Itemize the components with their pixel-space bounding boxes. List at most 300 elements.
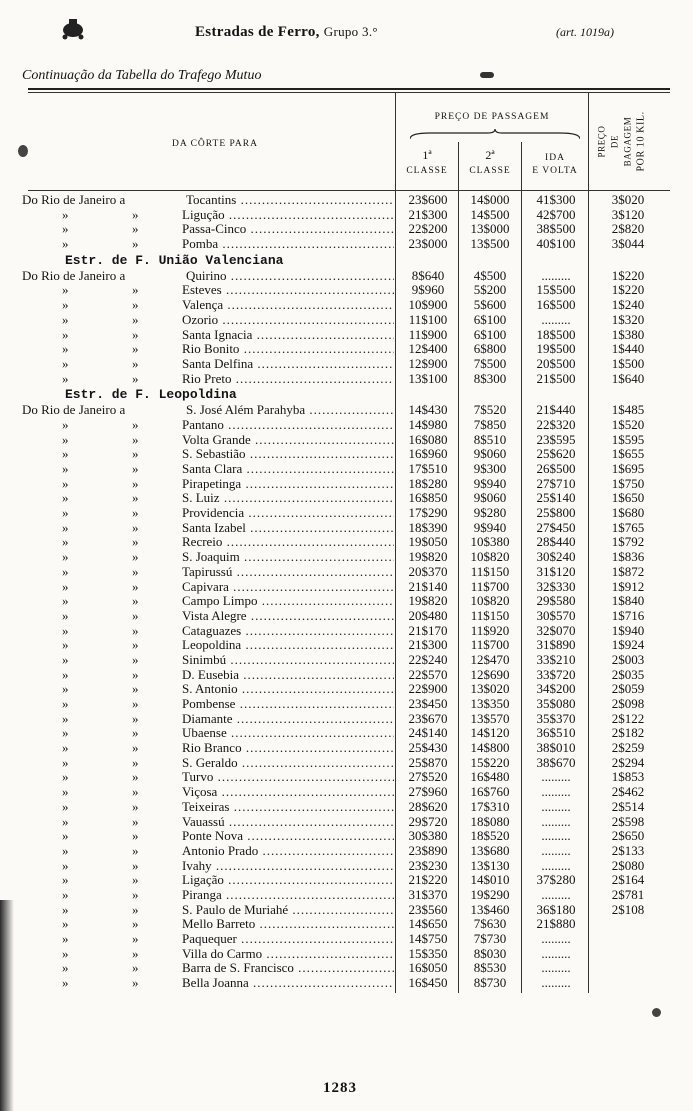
return-fare: 26$500 bbox=[536, 461, 576, 476]
destination-station: Diamante ..... bbox=[182, 712, 394, 727]
first-class-fare: 21$170 bbox=[408, 622, 448, 638]
table-row bbox=[0, 283, 693, 298]
ditto-mark: » bbox=[132, 842, 139, 858]
second-class-fare: 5$600 bbox=[473, 297, 507, 313]
ditto-mark: » bbox=[62, 828, 69, 844]
destination-station: S. Luiz ..... bbox=[182, 491, 394, 506]
ditto-mark: » bbox=[132, 206, 139, 222]
class1-number: 1ª bbox=[422, 148, 432, 162]
ditto-mark: » bbox=[62, 960, 69, 976]
baggage-rate: 1$320 bbox=[611, 311, 645, 327]
header-group: Grupo 3.° bbox=[323, 24, 378, 39]
second-class-fare: 18$080 bbox=[470, 813, 510, 829]
ditto-mark: » bbox=[62, 696, 69, 711]
ditto-mark: » bbox=[132, 931, 139, 946]
destination-station: Tocantins ..... bbox=[186, 193, 394, 208]
baggage-rate: 1$650 bbox=[611, 490, 645, 506]
section-title: Estr. de F. Leopoldina bbox=[65, 387, 237, 403]
table-row bbox=[0, 726, 693, 741]
ditto-mark: » bbox=[132, 769, 139, 785]
baggage-rate: 2$108 bbox=[611, 901, 645, 917]
ditto-mark: » bbox=[62, 549, 69, 565]
return-fare: 20$500 bbox=[536, 355, 576, 371]
table-row bbox=[0, 418, 693, 433]
return-fare: 32$070 bbox=[536, 622, 576, 638]
ditto-mark: » bbox=[132, 236, 139, 252]
ditto-mark: » bbox=[62, 593, 69, 609]
first-class-fare: 14$750 bbox=[408, 931, 448, 946]
baggage-rate: 1$836 bbox=[611, 549, 645, 565]
ink-blot bbox=[18, 145, 28, 157]
ditto-mark: » bbox=[62, 326, 69, 342]
baggage-rate: 1$220 bbox=[611, 282, 645, 298]
second-class-fare: 5$200 bbox=[473, 282, 507, 298]
empty-fare-leader: ......... bbox=[541, 813, 571, 829]
ditto-mark: » bbox=[62, 446, 69, 462]
empty-fare-leader: ......... bbox=[541, 960, 571, 976]
destination-station: Tapirussú ..... bbox=[182, 565, 394, 580]
second-class-fare: 18$520 bbox=[470, 828, 510, 844]
ditto-mark: » bbox=[132, 710, 139, 726]
first-class-fare: 23$000 bbox=[408, 236, 448, 252]
baggage-label-4: POR 10 KIL. bbox=[635, 111, 647, 172]
fare-group-header: PREÇO DE PASSAGEM bbox=[434, 112, 550, 122]
baggage-rate: 2$098 bbox=[611, 696, 645, 711]
ditto-mark: » bbox=[132, 681, 139, 697]
baggage-rate: 3$120 bbox=[611, 206, 645, 222]
return-fare: 33$720 bbox=[536, 666, 576, 682]
table-row bbox=[0, 462, 693, 477]
table-row bbox=[0, 609, 693, 624]
second-class-fare: 19$290 bbox=[470, 886, 510, 902]
destination-station: Passa-Cinco ..... bbox=[182, 222, 394, 237]
second-class-fare: 11$150 bbox=[470, 563, 510, 579]
table-row bbox=[0, 328, 693, 343]
ditto-mark: » bbox=[132, 960, 139, 976]
baggage-rate: 2$781 bbox=[611, 886, 645, 902]
second-class-fare: 9$300 bbox=[473, 461, 507, 476]
return-fare: 25$800 bbox=[536, 505, 576, 521]
first-class-fare: 22$200 bbox=[408, 221, 448, 237]
ditto-mark: » bbox=[62, 416, 69, 432]
destination-station: Ligação ..... bbox=[182, 873, 394, 888]
second-class-fare: 11$920 bbox=[470, 622, 510, 638]
empty-fare-leader: ......... bbox=[541, 798, 571, 814]
table-row bbox=[0, 873, 693, 888]
baggage-rate: 3$044 bbox=[611, 236, 645, 252]
second-class-fare: 7$630 bbox=[473, 916, 507, 932]
first-class-fare: 16$080 bbox=[408, 431, 448, 447]
destination-station: Bella Joanna ..... bbox=[182, 976, 394, 991]
first-class-fare: 23$670 bbox=[408, 710, 448, 726]
first-class-fare: 25$870 bbox=[408, 754, 448, 770]
ditto-mark: » bbox=[132, 341, 139, 357]
fare-brace bbox=[410, 128, 580, 146]
first-class-fare: 16$450 bbox=[408, 975, 448, 991]
ditto-mark: » bbox=[132, 696, 139, 711]
table-row bbox=[0, 697, 693, 712]
second-class-fare: 14$500 bbox=[470, 206, 510, 222]
first-class-fare: 19$050 bbox=[408, 534, 448, 550]
first-class-fare: 12$400 bbox=[408, 341, 448, 357]
destination-station: Campo Limpo ..... bbox=[182, 594, 394, 609]
return-fare: 23$595 bbox=[536, 431, 576, 447]
empty-fare-leader: ......... bbox=[541, 267, 571, 283]
ditto-mark: » bbox=[62, 754, 69, 770]
first-class-fare: 24$140 bbox=[408, 725, 448, 741]
table-row bbox=[0, 770, 693, 785]
first-class-fare: 19$820 bbox=[408, 549, 448, 565]
section-heading bbox=[0, 252, 693, 269]
baggage-rate: 1$500 bbox=[611, 355, 645, 371]
first-class-fare: 11$900 bbox=[408, 326, 448, 342]
first-class-fare: 22$570 bbox=[408, 666, 448, 682]
return-fare: 22$320 bbox=[536, 416, 576, 432]
second-class-fare: 10$820 bbox=[470, 593, 510, 609]
section-title: Estr. de F. União Valenciana bbox=[65, 252, 284, 268]
table-row bbox=[0, 269, 693, 284]
first-class-fare: 16$050 bbox=[408, 960, 448, 976]
ditto-mark: » bbox=[132, 326, 139, 342]
page-header-title bbox=[195, 24, 378, 41]
table-row bbox=[0, 535, 693, 550]
ditto-mark: » bbox=[132, 666, 139, 682]
return-fare: 38$010 bbox=[536, 740, 576, 756]
second-class-fare: 13$680 bbox=[470, 842, 510, 858]
baggage-rate: 2$164 bbox=[611, 872, 645, 888]
ditto-mark: » bbox=[62, 886, 69, 902]
return-fare: 28$440 bbox=[536, 534, 576, 550]
second-class-fare: 9$280 bbox=[473, 505, 507, 521]
return-fare: 40$100 bbox=[536, 236, 576, 252]
first-class-fare: 11$100 bbox=[408, 311, 448, 327]
destination-station: Pombense ..... bbox=[182, 697, 394, 712]
destination-station: Quirino ..... bbox=[186, 269, 394, 284]
ditto-mark: » bbox=[132, 475, 139, 491]
return-fare: 41$300 bbox=[536, 192, 576, 207]
destination-station: Pantano ..... bbox=[182, 418, 394, 433]
baggage-rate: 2$820 bbox=[611, 221, 645, 237]
first-class-fare: 21$300 bbox=[408, 206, 448, 222]
return-fare: 29$580 bbox=[536, 593, 576, 609]
second-class-fare: 15$220 bbox=[470, 754, 510, 770]
return-fare: 16$500 bbox=[536, 297, 576, 313]
second-class-fare: 8$530 bbox=[473, 960, 507, 976]
empty-fare-leader: ......... bbox=[541, 945, 571, 961]
destination-station: Teixeiras ..... bbox=[182, 800, 394, 815]
return-fare: 38$500 bbox=[536, 221, 576, 237]
railroad-logo bbox=[60, 18, 86, 40]
baggage-rate: 1$765 bbox=[611, 519, 645, 535]
ditto-mark: » bbox=[132, 901, 139, 917]
second-class-fare: 8$510 bbox=[473, 431, 507, 447]
second-class-fare: 14$800 bbox=[470, 740, 510, 756]
ditto-mark: » bbox=[62, 901, 69, 917]
table-row bbox=[0, 580, 693, 595]
table-row bbox=[0, 222, 693, 237]
destination-station: S. Antonio ..... bbox=[182, 682, 394, 697]
destination-station: Volta Grande ..... bbox=[182, 433, 394, 448]
ditto-mark: » bbox=[62, 945, 69, 961]
ditto-mark: » bbox=[132, 828, 139, 844]
table-row bbox=[0, 521, 693, 536]
destination-station: S. Joaquim ..... bbox=[182, 550, 394, 565]
baggage-rate: 1$853 bbox=[611, 769, 645, 785]
baggage-rate: 2$080 bbox=[611, 857, 645, 873]
destination-station: Rio Bonito ..... bbox=[182, 342, 394, 357]
ditto-mark: » bbox=[132, 798, 139, 814]
empty-fare-leader: ......... bbox=[541, 784, 571, 800]
ditto-mark: » bbox=[62, 475, 69, 491]
table-row bbox=[0, 594, 693, 609]
ditto-mark: » bbox=[62, 519, 69, 535]
table-row bbox=[0, 433, 693, 448]
table-row bbox=[0, 800, 693, 815]
ditto-mark: » bbox=[132, 784, 139, 800]
table-row bbox=[0, 932, 693, 947]
ditto-mark: » bbox=[62, 769, 69, 785]
return-label-top: IDA bbox=[545, 153, 565, 163]
first-class-fare: 31$370 bbox=[408, 886, 448, 902]
second-class-fare: 16$760 bbox=[470, 784, 510, 800]
baggage-rate: 2$514 bbox=[611, 798, 645, 814]
second-class-fare: 16$480 bbox=[470, 769, 510, 785]
empty-fare-leader: ......... bbox=[541, 842, 571, 858]
baggage-rate: 1$640 bbox=[611, 370, 645, 386]
table-row bbox=[0, 903, 693, 918]
baggage-rate: 2$650 bbox=[611, 828, 645, 844]
destination-station: S. José Além Parahyba ..... bbox=[186, 403, 394, 418]
table-row bbox=[0, 668, 693, 683]
second-class-fare: 6$100 bbox=[473, 311, 507, 327]
ditto-mark: » bbox=[62, 221, 69, 237]
ditto-mark: » bbox=[132, 355, 139, 371]
baggage-rate: 2$133 bbox=[611, 842, 645, 858]
table-row bbox=[0, 372, 693, 387]
second-class-fare: 12$470 bbox=[470, 651, 510, 667]
ditto-mark: » bbox=[132, 519, 139, 535]
table-row bbox=[0, 313, 693, 328]
ink-blot bbox=[652, 1008, 661, 1017]
first-class-fare: 13$100 bbox=[408, 370, 448, 386]
ditto-mark: » bbox=[132, 622, 139, 638]
destination-station: S. Sebastião ..... bbox=[182, 447, 394, 462]
first-class-fare: 16$850 bbox=[408, 490, 448, 506]
baggage-rate: 3$020 bbox=[611, 192, 645, 207]
return-fare: 15$500 bbox=[536, 282, 576, 298]
return-fare: 42$700 bbox=[536, 206, 576, 222]
baggage-rate: 2$003 bbox=[611, 651, 645, 667]
baggage-rate: 1$595 bbox=[611, 431, 645, 447]
destination-station: Santa Clara ..... bbox=[182, 462, 394, 477]
baggage-rate: 1$716 bbox=[611, 607, 645, 623]
first-class-fare: 12$900 bbox=[408, 355, 448, 371]
ditto-mark: » bbox=[132, 505, 139, 521]
second-class-fare: 7$520 bbox=[473, 402, 507, 418]
destination-station: Pirapetinga ..... bbox=[182, 477, 394, 492]
table-row bbox=[0, 298, 693, 313]
return-fare: 38$670 bbox=[536, 754, 576, 770]
second-class-fare: 14$120 bbox=[470, 725, 510, 741]
return-fare: 36$180 bbox=[536, 901, 576, 917]
baggage-rate: 1$940 bbox=[611, 622, 645, 638]
baggage-label-2: DE bbox=[609, 134, 620, 149]
table-row bbox=[0, 624, 693, 639]
ditto-mark: » bbox=[132, 872, 139, 888]
destination-station: Esteves ..... bbox=[182, 283, 394, 298]
second-class-fare: 9$940 bbox=[473, 475, 507, 491]
first-class-fare: 10$900 bbox=[408, 297, 448, 313]
second-class-fare: 7$850 bbox=[473, 416, 507, 432]
baggage-rate: 1$485 bbox=[611, 402, 645, 418]
destination-station: Leopoldina ..... bbox=[182, 638, 394, 653]
ditto-mark: » bbox=[132, 857, 139, 873]
second-class-fare: 7$730 bbox=[473, 931, 507, 946]
baggage-label-3: BAGAGEM bbox=[622, 116, 633, 167]
second-class-fare: 14$010 bbox=[470, 872, 510, 888]
baggage-rate: 1$872 bbox=[611, 563, 645, 579]
baggage-rate: 1$680 bbox=[611, 505, 645, 521]
second-class-fare: 13$130 bbox=[470, 857, 510, 873]
table-row bbox=[0, 888, 693, 903]
empty-fare-leader: ......... bbox=[541, 311, 571, 327]
ditto-mark: » bbox=[132, 886, 139, 902]
baggage-rate: 1$792 bbox=[611, 534, 645, 550]
return-fare: 25$620 bbox=[536, 446, 576, 462]
return-fare: 27$450 bbox=[536, 519, 576, 535]
destination-station: Providencia ..... bbox=[182, 506, 394, 521]
ditto-mark: » bbox=[132, 431, 139, 447]
empty-fare-leader: ......... bbox=[541, 931, 571, 946]
first-class-fare: 14$430 bbox=[408, 402, 448, 418]
return-fare: 30$240 bbox=[536, 549, 576, 565]
empty-fare-leader: ......... bbox=[541, 975, 571, 991]
return-fare: 32$330 bbox=[536, 578, 576, 594]
table-row bbox=[0, 550, 693, 565]
first-class-fare: 22$900 bbox=[408, 681, 448, 697]
table-row bbox=[0, 638, 693, 653]
baggage-rate: 1$520 bbox=[611, 416, 645, 432]
return-label-bottom: E VOLTA bbox=[532, 166, 578, 176]
table-row bbox=[0, 815, 693, 830]
table-row bbox=[0, 785, 693, 800]
ditto-mark: » bbox=[62, 578, 69, 594]
second-class-fare: 8$300 bbox=[473, 370, 507, 386]
table-row bbox=[0, 829, 693, 844]
baggage-rate: 1$440 bbox=[611, 341, 645, 357]
first-class-fare: 28$620 bbox=[408, 798, 448, 814]
destination-station: Pomba ..... bbox=[182, 237, 394, 252]
table-row bbox=[0, 756, 693, 771]
ditto-mark: » bbox=[132, 297, 139, 313]
ditto-mark: » bbox=[132, 490, 139, 506]
baggage-rate: 1$695 bbox=[611, 461, 645, 476]
table-row bbox=[0, 844, 693, 859]
baggage-rate: 2$598 bbox=[611, 813, 645, 829]
baggage-rate: 1$840 bbox=[611, 593, 645, 609]
destination-station: S. Geraldo ..... bbox=[182, 756, 394, 771]
first-class-fare: 23$890 bbox=[408, 842, 448, 858]
table-row bbox=[0, 653, 693, 668]
baggage-rate: 2$462 bbox=[611, 784, 645, 800]
second-class-fare: 9$940 bbox=[473, 519, 507, 535]
ditto-mark: » bbox=[132, 534, 139, 550]
header-article: (art. 1019a) bbox=[556, 25, 614, 39]
ditto-mark: » bbox=[132, 282, 139, 298]
first-class-fare: 9$960 bbox=[411, 282, 445, 298]
first-class-fare: 23$450 bbox=[408, 696, 448, 711]
first-class-fare: 8$640 bbox=[411, 267, 445, 283]
route-origin: Do Rio de Janeiro a bbox=[22, 267, 126, 283]
table-row bbox=[0, 961, 693, 976]
ditto-mark: » bbox=[132, 637, 139, 653]
table-row bbox=[0, 712, 693, 727]
ditto-mark: » bbox=[62, 505, 69, 521]
destination-station: Capivara ..... bbox=[182, 580, 394, 595]
baggage-rate: 1$240 bbox=[611, 297, 645, 313]
empty-fare-leader: ......... bbox=[541, 769, 571, 785]
ditto-mark: » bbox=[62, 431, 69, 447]
destination-station: Paquequer ..... bbox=[182, 932, 394, 947]
return-fare: 33$210 bbox=[536, 651, 576, 667]
return-fare: 31$120 bbox=[536, 563, 576, 579]
ditto-mark: » bbox=[132, 563, 139, 579]
destination-station: Turvo ..... bbox=[182, 770, 394, 785]
table-row bbox=[0, 477, 693, 492]
ditto-mark: » bbox=[62, 725, 69, 741]
table-row bbox=[0, 947, 693, 962]
first-class-fare: 30$380 bbox=[408, 828, 448, 844]
ditto-mark: » bbox=[132, 975, 139, 991]
ditto-mark: » bbox=[62, 651, 69, 667]
left-edge-shadow bbox=[0, 900, 14, 1111]
ditto-mark: » bbox=[62, 784, 69, 800]
destination-station: Ponte Nova ..... bbox=[182, 829, 394, 844]
header-rule-bottom bbox=[28, 190, 670, 191]
first-class-fare: 20$370 bbox=[408, 563, 448, 579]
first-class-fare: 21$140 bbox=[408, 578, 448, 594]
ditto-mark: » bbox=[132, 221, 139, 237]
table-row bbox=[0, 859, 693, 874]
first-class-fare: 21$220 bbox=[408, 872, 448, 888]
baggage-rate: 1$380 bbox=[611, 326, 645, 342]
first-class-fare: 23$600 bbox=[408, 192, 448, 207]
baggage-rate: 2$182 bbox=[611, 725, 645, 741]
header-rule-top-thin bbox=[28, 92, 670, 93]
first-class-fare: 19$820 bbox=[408, 593, 448, 609]
ditto-mark: » bbox=[132, 461, 139, 476]
destination-station: Ligução ..... bbox=[182, 208, 394, 223]
second-class-fare: 13$350 bbox=[470, 696, 510, 711]
first-class-fare: 20$480 bbox=[408, 607, 448, 623]
first-class-fare: 15$350 bbox=[408, 945, 448, 961]
baggage-rate: 1$750 bbox=[611, 475, 645, 491]
ditto-mark: » bbox=[62, 931, 69, 946]
baggage-rate: 2$294 bbox=[611, 754, 645, 770]
destination-station: Recreio ..... bbox=[182, 535, 394, 550]
baggage-header bbox=[590, 98, 670, 188]
destination-station: Rio Preto ..... bbox=[182, 372, 394, 387]
ditto-mark: » bbox=[132, 549, 139, 565]
table-row bbox=[0, 193, 693, 208]
ditto-mark: » bbox=[62, 563, 69, 579]
table-row bbox=[0, 342, 693, 357]
first-class-fare: 18$280 bbox=[408, 475, 448, 491]
ink-blot bbox=[480, 72, 494, 78]
ditto-mark: » bbox=[132, 578, 139, 594]
first-class-fare: 27$960 bbox=[408, 784, 448, 800]
ditto-mark: » bbox=[132, 813, 139, 829]
